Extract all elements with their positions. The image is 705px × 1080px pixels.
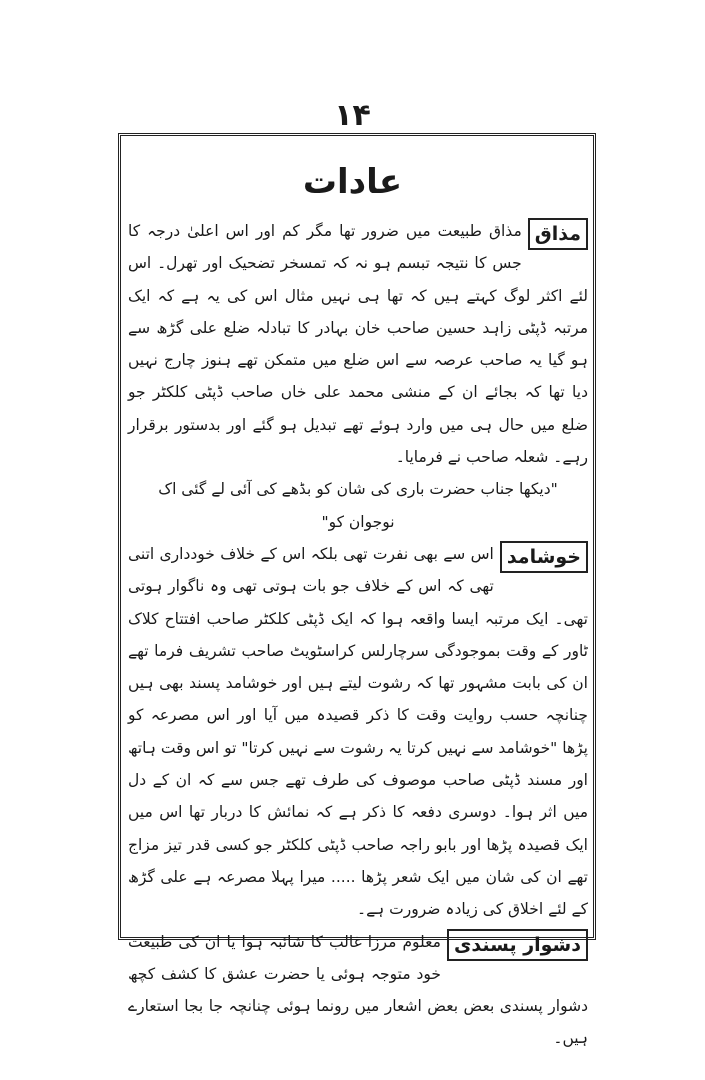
paragraph-khushamad bbox=[128, 538, 588, 926]
body-text bbox=[128, 215, 588, 1055]
section-label-mazaq: مذاق bbox=[528, 218, 588, 250]
paragraph-mazaq bbox=[128, 215, 588, 473]
page-heading: عادات bbox=[302, 162, 403, 202]
paragraph-dushwar-pasandi bbox=[128, 926, 588, 1055]
section-label-khushamad: خوشامد bbox=[500, 541, 588, 573]
verse: "دیکھا جناب حضرت باری کی شان کو بڈھے کی آئی لے گئی اک نوجوان کو" bbox=[158, 480, 558, 531]
page-number: ۱۴ bbox=[334, 98, 371, 133]
paragraph-khushamad-text: اس سے بھی نفرت تھی بلکہ اس کے خلاف خودداری اتنی تھی کہ اس کے خلاف جو بات ہوتی تھی وہ ناگوار ہوتی تھی۔ ایک مرتبہ ایسا واقعہ ہوا کہ ایک ڈپٹی کلکٹر صاحب افتتاح کلاک ٹاور کے وقت بموجودگی سرچارلس کراسٹویٹ صاحب تشریف فرما تھے ان کی بابت مشہور تھا کہ رشوت لیتے ہیں اور خوشامد پسند بھی ہیں چنانچہ حسب روایت وقت کا ذکر قصیدہ میں آیا اور اس مصرعہ کو پڑھا "خوشامد سے نہیں کرتا یہ رشوت سے نہیں کرتا" تو اس وقت ہاتھ اور مسند ڈپٹی صاحب موصوف کی طرف تھے جس سے کہ ان کے دل میں اثر ہوا۔ دوسری دفعہ کا ذکر ہے کہ نمائش کا دربار تھا اس میں ایک قصیدہ پڑھا اور بابو راجہ صاحب ڈپٹی کلکٹر جو کسی قدر تیز مزاج تھے ان کی شان میں ایک شعر پڑھا ..... میرا پہلا مصرعہ ہے علی گڑھ کے لئے اخلاق کی زیادہ ضرورت ہے۔ bbox=[128, 544, 588, 919]
paragraph-dushwar-pasandi-text: معلوم مرزا غالب کا شائبہ ہوا یا ان کی طبیعت خود متوجہ ہوئی یا حضرت عشق کا کشف کچھ دشوار پسندی بعض بعض اشعار میں رونما ہوئی چنانچہ جا بجا استعارے ہیں۔ bbox=[128, 932, 588, 1048]
section-label-dushwar-pasandi: دشوار پسندی bbox=[447, 929, 588, 961]
paragraph-mazaq-text: مذاق طبیعت میں ضرور تھا مگر کم اور اس اعلیٰ درجہ کا جس کا نتیجہ تبسم ہو نہ کہ تمسخر تضحیک اور تھرل۔ اس لئے اکثر لوگ کہتے ہیں کہ تھا ہی نہیں مثال اس کی یہ ہے کہ ایک مرتبہ ڈپٹی زاہد حسین صاحب خان بہادر کا تبادلہ ضلع علی گڑھ سے ہو گیا یہ صاحب عرصہ سے اس ضلع میں متمکن تھے ہنوز چارج نہیں دیا تھا کہ بجائے ان کے منشی محمد علی خاں صاحب ڈپٹی کلکٹر جو ضلع میں حال ہی میں وارد ہوئے تھے تبدیل ہو گئے اور بدستور برقرار رہے۔ شعلہ صاحب نے فرمایا۔ bbox=[128, 222, 588, 467]
